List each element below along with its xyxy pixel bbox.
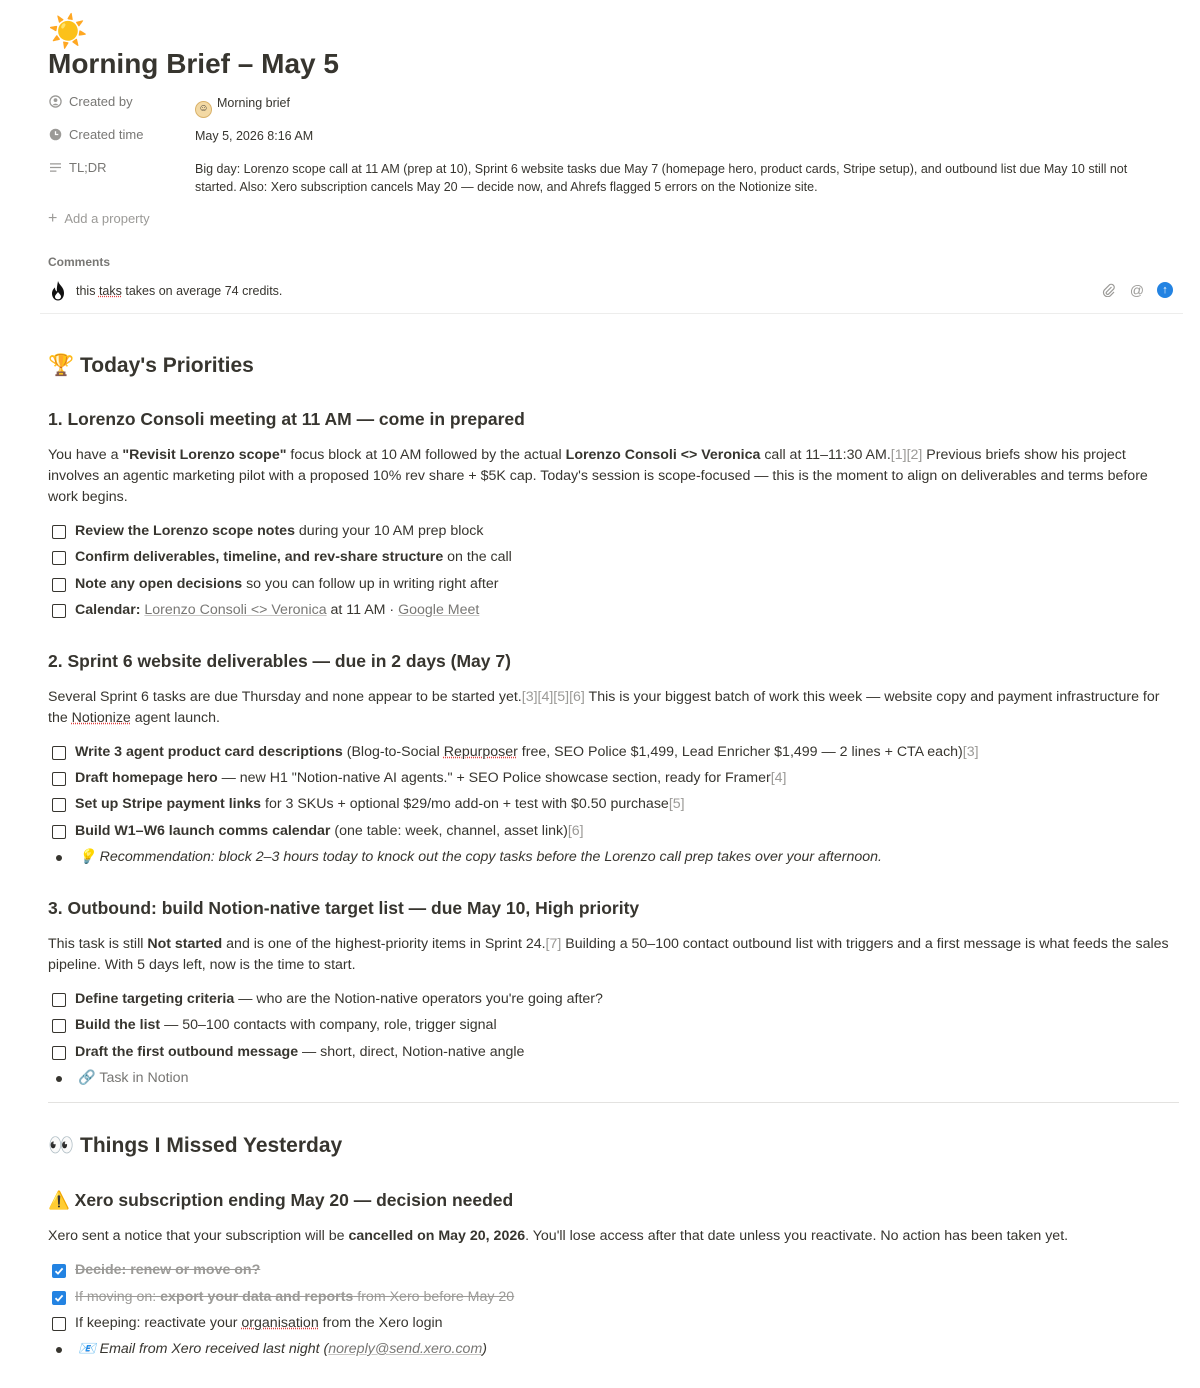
property-created-by[interactable]	[48, 94, 1155, 118]
paragraph-xero[interactable]: Xero sent a notice that your subscription will be cancelled on May 20, 2026. You'll lose access after that date unless you reactivate. No action has been taken yet.	[48, 1228, 1069, 1244]
at-icon[interactable]: @	[1129, 282, 1145, 298]
checkbox-icon[interactable]	[52, 772, 66, 786]
comment-actions	[1101, 282, 1173, 298]
bullet-dot	[56, 1076, 62, 1082]
property-value: May 5, 2026 8:16 AM	[195, 129, 314, 143]
todo-item[interactable]: Note any open decisions so you can follow up in writing right after	[52, 574, 498, 595]
heading-lorenzo-meeting[interactable]: 1. Lorenzo Consoli meeting at 11 AM — come in prepared	[48, 409, 525, 429]
checkbox-icon[interactable]	[52, 1291, 66, 1305]
property-label: Created by	[48, 94, 195, 118]
checkbox-icon[interactable]	[52, 993, 66, 1007]
bullet-dot	[56, 855, 62, 861]
checkbox-icon[interactable]	[52, 1264, 66, 1278]
todo-item[interactable]: If keeping: reactivate your organisation from the Xero login	[52, 1313, 443, 1334]
add-property-button[interactable]: + Add a property	[48, 209, 150, 227]
citation-link: [6]	[567, 823, 584, 839]
checkbox-icon[interactable]	[52, 1046, 66, 1060]
checkbox-icon[interactable]	[52, 525, 66, 539]
paragraph-lorenzo[interactable]: You have a "Revisit Lorenzo scope" focus block at 10 AM followed by the actual Lorenzo Consoli <> Veronica call at 11–11:30 AM.[1][2] Previous briefs show his project involves an agentic marketing pilot with a proposed 10% rev share + $5K cap. Today's session is scope-focused — this is the moment to align on deliverables and terms before work begins.	[48, 447, 1148, 505]
checkbox-icon[interactable]	[52, 578, 66, 592]
page-title[interactable]: Morning Brief – May 5	[48, 48, 339, 79]
citation-link: [5]	[668, 796, 685, 812]
citation-link: [3]	[962, 744, 979, 760]
trophy-icon: 🏆	[48, 354, 75, 377]
property-created-time[interactable]	[48, 127, 1155, 145]
bullet-dot	[56, 1347, 62, 1353]
todo-item[interactable]: Draft the first outbound message — short, direct, Notion-native angle	[52, 1042, 524, 1063]
checkbox-icon[interactable]	[52, 746, 66, 760]
eyes-icon: 👀	[48, 1134, 75, 1157]
list-item-recommendation[interactable]: 💡 Recommendation: block 2–3 hours today to knock out the copy tasks before the Lorenzo call prep takes over your afternoon.	[52, 847, 882, 868]
clock-icon	[48, 127, 62, 141]
todo-item-checked[interactable]: If moving on: export your data and reports from Xero before May 20	[52, 1287, 514, 1308]
todo-item-calendar[interactable]: Calendar: Lorenzo Consoli <> Veronica at 11 AM · Google Meet	[52, 600, 479, 621]
checkbox-icon[interactable]	[52, 551, 66, 565]
email-link[interactable]: noreply@send.xero.com	[328, 1341, 483, 1357]
todo-item[interactable]: Build W1–W6 launch comms calendar (one table: week, channel, asset link)[6]	[52, 821, 584, 842]
todo-item[interactable]: Draft homepage hero — new H1 "Notion-native AI agents." + SEO Police showcase section, ready for Framer[4]	[52, 768, 786, 789]
comment-text: this taks takes on average 74 credits.	[76, 284, 283, 298]
heading-xero-subscription[interactable]: ⚠️ Xero subscription ending May 20 — decision needed	[48, 1190, 514, 1210]
checkbox-icon[interactable]	[52, 1019, 66, 1033]
todo-item[interactable]: Write 3 agent product card descriptions (Blog-to-Social Repurposer free, SEO Police $1,499, Lead Enricher $1,499 — 2 lines + CTA each)[3]	[52, 742, 979, 763]
todo-item[interactable]: Build the list — 50–100 contacts with company, role, trigger signal	[52, 1015, 497, 1036]
citation-link: [1][2]	[890, 447, 923, 463]
paperclip-icon[interactable]	[1101, 282, 1117, 298]
property-label: TL;DR	[48, 160, 195, 196]
comments-label: Comments	[48, 255, 111, 269]
checkbox-icon[interactable]	[52, 825, 66, 839]
todo-item[interactable]: Review the Lorenzo scope notes during your 10 AM prep block	[52, 521, 483, 542]
checkbox-icon[interactable]	[52, 1317, 66, 1331]
plus-icon: +	[48, 209, 58, 227]
divider	[40, 313, 1183, 314]
comment-input[interactable]	[48, 280, 1183, 302]
property-value[interactable]: Big day: Lorenzo scope call at 11 AM (prep at 10), Sprint 6 website tasks due May 7 (homepage hero, product cards, Stripe setup), and outbound list due May 10 still not started. Also: Xero subscription cancels May 20 — decide now, and Ahrefs flagged 5 errors on the Notionize site.	[195, 162, 1128, 194]
checkbox-icon[interactable]	[52, 798, 66, 812]
citation-link: [3][4][5][6]	[521, 689, 585, 705]
sun-icon[interactable]: ☀️	[48, 13, 88, 49]
heading-todays-priorities[interactable]: 🏆 Today's Priorities	[48, 354, 254, 377]
todo-item-checked[interactable]: Decide: renew or move on?	[52, 1260, 260, 1281]
heading-sprint-6[interactable]: 2. Sprint 6 website deliverables — due in 2 days (May 7)	[48, 651, 511, 671]
calendar-event-link[interactable]: Lorenzo Consoli <> Veronica	[144, 602, 327, 618]
paragraph-outbound[interactable]: This task is still Not started and is one of the highest-priority items in Sprint 24.[7] Building a 50–100 contact outbound list with triggers and a first message is what feeds the sales pipeline. With 5 days left, now is the time to start.	[48, 936, 1169, 973]
checkmark-icon	[54, 1266, 64, 1276]
text-lines-icon	[48, 160, 62, 174]
heading-things-missed[interactable]: 👀 Things I Missed Yesterday	[48, 1134, 343, 1157]
heading-outbound[interactable]: 3. Outbound: build Notion-native target list — due May 10, High priority	[48, 898, 640, 918]
task-in-notion-link[interactable]: 🔗 Task in Notion	[78, 1070, 189, 1086]
todo-item[interactable]: Confirm deliverables, timeline, and rev-share structure on the call	[52, 547, 512, 568]
property-label: Created time	[48, 127, 195, 145]
person-circle-icon	[48, 94, 62, 108]
list-item-email[interactable]: 📧 Email from Xero received last night (noreply@send.xero.com)	[52, 1339, 487, 1360]
property-tldr[interactable]	[48, 160, 1155, 196]
citation-link: [7]	[545, 936, 562, 952]
list-item-task-link[interactable]	[52, 1068, 188, 1089]
divider	[48, 1102, 1179, 1103]
flame-icon	[48, 280, 68, 302]
avatar: ☺	[195, 101, 212, 118]
checkbox-icon[interactable]	[52, 604, 66, 618]
send-icon[interactable]: ↑	[1157, 282, 1173, 298]
google-meet-link[interactable]: Google Meet	[398, 602, 480, 618]
paragraph-sprint-6[interactable]: Several Sprint 6 tasks are due Thursday and none appear to be started yet.[3][4][5][6] This is your biggest batch of work this week — website copy and payment infrastructure for the Notionize agent launch.	[48, 689, 1160, 726]
citation-link: [4]	[770, 770, 787, 786]
todo-item[interactable]: Define targeting criteria — who are the Notion-native operators you're going after?	[52, 989, 603, 1010]
property-value: ☺ Morning brief	[195, 94, 1155, 118]
checkmark-icon	[54, 1293, 64, 1303]
todo-item[interactable]: Set up Stripe payment links for 3 SKUs + optional $29/mo add-on + test with $0.50 purchase[5]	[52, 794, 685, 815]
